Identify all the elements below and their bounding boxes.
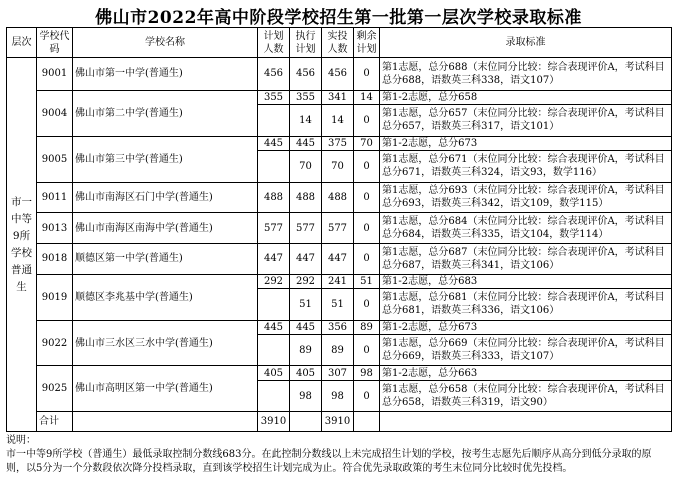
admission-standard: 第1志愿，总分681（末位同分比较：综合表现评价A，考试科目总分681，语数英三科336，语文106）	[380, 288, 672, 320]
plan-count: 405	[258, 366, 290, 380]
school-code: 9025	[37, 366, 73, 412]
plan-count-empty	[258, 380, 290, 412]
remain-count: 70	[354, 136, 380, 150]
total-label: 合计	[37, 412, 73, 432]
exec-count: 405	[290, 366, 322, 380]
exec-count: 70	[290, 150, 322, 182]
remain-count: 98	[354, 366, 380, 380]
school-name: 佛山市第一中学(普通生)	[73, 58, 258, 91]
actual-count: 341	[322, 90, 354, 104]
school-name: 佛山市南海区石门中学(普通生)	[73, 182, 258, 213]
table-row	[7, 366, 672, 380]
remain-count: 0	[354, 104, 380, 136]
remain-count: 0	[354, 213, 380, 244]
remain-count: 0	[354, 334, 380, 366]
remain-count: 0	[354, 150, 380, 182]
total-exec-empty	[290, 412, 322, 432]
school-name: 顺德区李兆基中学(普通生)	[73, 274, 258, 320]
school-code: 9001	[37, 58, 73, 91]
school-name: 佛山市三水区三水中学(普通生)	[73, 320, 258, 366]
school-code: 9013	[37, 213, 73, 244]
actual-count: 98	[322, 380, 354, 412]
admission-standard: 第1志愿，总分687（末位同分比较：综合表现评价A，考试科目总分687，语数英三科341，语文106）	[380, 243, 672, 274]
admission-standard: 第1志愿，总分671（末位同分比较：综合表现评价A，考试科目总分671，语数英三科324，语文93，数学116）	[380, 150, 672, 182]
exec-count: 355	[290, 90, 322, 104]
exec-count: 445	[290, 320, 322, 334]
header-level: 层次	[7, 28, 37, 58]
school-code: 9018	[37, 243, 73, 274]
actual-count: 51	[322, 288, 354, 320]
admission-standard: 第1志愿，总分693（末位同分比较：综合表现评价A，考试科目总分693，语数英三科342，语文109，数学115）	[380, 182, 672, 213]
header-standard: 录取标准	[380, 28, 672, 58]
header-code: 学校代码	[37, 28, 73, 58]
exec-count: 447	[290, 243, 322, 274]
total-name-empty	[73, 412, 258, 432]
actual-count: 89	[322, 334, 354, 366]
total-plan: 3910	[258, 412, 290, 432]
plan-count: 447	[258, 243, 290, 274]
table-row	[7, 90, 672, 104]
admission-standard: 第1-2志愿，总分658	[380, 90, 672, 104]
notes-section	[6, 434, 671, 476]
table-row	[7, 243, 672, 274]
school-code: 9019	[37, 274, 73, 320]
plan-count-empty	[258, 288, 290, 320]
page-title: 佛山市2022年高中阶段学校招生第一批第一层次学校录取标准	[95, 8, 582, 28]
remain-count: 0	[354, 288, 380, 320]
plan-count: 456	[258, 58, 290, 91]
header-plan: 计划人数	[258, 28, 290, 58]
remain-count: 14	[354, 90, 380, 104]
plan-count-empty	[258, 104, 290, 136]
header-actual: 实投人数	[322, 28, 354, 58]
school-name: 佛山市第二中学(普通生)	[73, 90, 258, 136]
actual-count: 241	[322, 274, 354, 288]
exec-count: 456	[290, 58, 322, 91]
plan-count: 577	[258, 213, 290, 244]
actual-count: 456	[322, 58, 354, 91]
school-code: 9022	[37, 320, 73, 366]
admission-table	[6, 27, 672, 432]
header-remain: 剩余计划	[354, 28, 380, 58]
exec-count: 89	[290, 334, 322, 366]
actual-count: 375	[322, 136, 354, 150]
remain-count: 0	[354, 243, 380, 274]
school-name: 顺德区第一中学(普通生)	[73, 243, 258, 274]
exec-count: 488	[290, 182, 322, 213]
exec-count: 292	[290, 274, 322, 288]
exec-count: 98	[290, 380, 322, 412]
school-code: 9004	[37, 90, 73, 136]
admission-standard: 第1志愿，总分657（末位同分比较：综合表现评价A，考试科目总分657，语数英三科317，语文101）	[380, 104, 672, 136]
remain-count: 0	[354, 58, 380, 91]
admission-standard: 第1-2志愿，总分683	[380, 274, 672, 288]
actual-count: 70	[322, 150, 354, 182]
plan-count: 355	[258, 90, 290, 104]
plan-count-empty	[258, 150, 290, 182]
admission-standard: 第1-2志愿，总分673	[380, 320, 672, 334]
school-code: 9005	[37, 136, 73, 182]
table-row	[7, 320, 672, 334]
actual-count: 577	[322, 213, 354, 244]
total-row	[7, 412, 672, 432]
table-row	[7, 136, 672, 150]
actual-count: 488	[322, 182, 354, 213]
plan-count: 292	[258, 274, 290, 288]
notes-label: 说明：	[6, 435, 36, 446]
remain-count: 89	[354, 320, 380, 334]
admission-standard: 第1-2志愿，总分663	[380, 366, 672, 380]
admission-standard: 第1志愿，总分658（末位同分比较：综合表现评价A，考试科目总分658，语数英三科319，语文90）	[380, 380, 672, 412]
plan-count: 445	[258, 136, 290, 150]
table-row	[7, 274, 672, 288]
header-row	[7, 28, 672, 58]
admission-standard: 第1志愿，总分684（末位同分比较：综合表现评价A，考试科目总分684，语数英三科335，语文104，数学114）	[380, 213, 672, 244]
actual-count: 307	[322, 366, 354, 380]
exec-count: 445	[290, 136, 322, 150]
actual-count: 356	[322, 320, 354, 334]
group-label: 市一中等9所学校普通生	[7, 58, 37, 432]
admission-standard: 第1志愿，总分688（末位同分比较：综合表现评价A，考试科目总分688，语数英三科338，语文107）	[380, 58, 672, 91]
header-exec: 执行计划	[290, 28, 322, 58]
exec-count: 14	[290, 104, 322, 136]
table-row	[7, 213, 672, 244]
exec-count: 51	[290, 288, 322, 320]
remain-count: 0	[354, 182, 380, 213]
plan-count: 445	[258, 320, 290, 334]
table-row	[7, 58, 672, 91]
total-standard-empty	[380, 412, 672, 432]
school-name: 佛山市第三中学(普通生)	[73, 136, 258, 182]
total-remain-empty	[354, 412, 380, 432]
school-code: 9011	[37, 182, 73, 213]
exec-count: 577	[290, 213, 322, 244]
remain-count: 0	[354, 380, 380, 412]
remain-count: 51	[354, 274, 380, 288]
school-name: 佛山市南海区南海中学(普通生)	[73, 213, 258, 244]
plan-count: 488	[258, 182, 290, 213]
plan-count-empty	[258, 334, 290, 366]
admission-standard: 第1-2志愿，总分673	[380, 136, 672, 150]
actual-count: 447	[322, 243, 354, 274]
header-name: 学校名称	[73, 28, 258, 58]
actual-count: 14	[322, 104, 354, 136]
admission-standard: 第1志愿，总分669（末位同分比较：综合表现评价A，考试科目总分669，语数英三科333，语文107）	[380, 334, 672, 366]
table-row	[7, 182, 672, 213]
notes-text: 市一中等9所学校（普通生）最低录取控制分数线683分。在此控制分数线以上未完成招生计划的学校，按考生志愿先后顺序从高分到低分录取的原则，以5分为一个分数段依次降分投档录取，直到该学校招生计划完成为止。符合优先录取政策的考生末位同分比较时优先投档。	[6, 449, 652, 474]
total-actual: 3910	[322, 412, 354, 432]
school-name: 佛山市高明区第一中学(普通生)	[73, 366, 258, 412]
